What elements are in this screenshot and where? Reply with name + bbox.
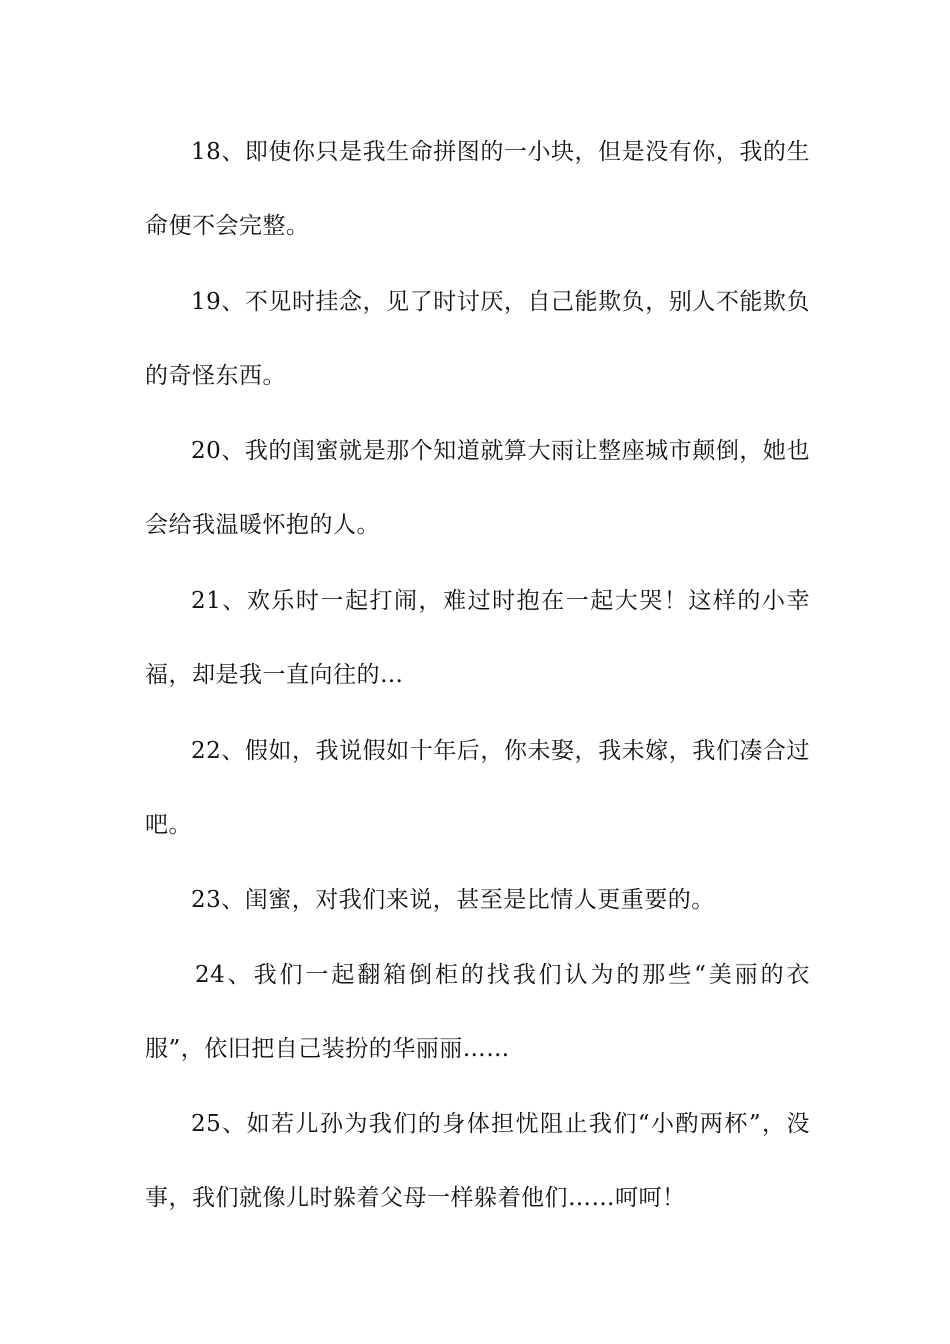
paragraph-24: 24、我们一起翻箱倒柜的找我们认为的那些“美丽的衣服”，依旧把自己装扮的华丽丽……: [145, 962, 810, 1062]
paragraph-25: 25、如若儿孙为我们的身体担忧阻止我们“小酌两杯”，没事，我们就像儿时躲着父母一样躲着他们……呵呵！: [145, 1111, 810, 1211]
paragraph-21: 21、欢乐时一起打闹，难过时抱在一起大哭！这样的小幸福，却是我一直向往的…: [145, 588, 810, 688]
paragraph-19: 19、不见时挂念，见了时讨厌，自己能欺负，别人不能欺负的奇怪东西。: [145, 289, 810, 389]
paragraph-18: 18、即使你只是我生命拼图的一小块，但是没有你，我的生命便不会完整。: [145, 139, 810, 239]
paragraph-20: 20、我的闺蜜就是那个知道就算大雨让整座城市颠倒，她也会给我温暖怀抱的人。: [145, 438, 810, 538]
paragraph-22: 22、假如，我说假如十年后，你未娶，我未嫁，我们凑合过吧。: [145, 738, 810, 838]
paragraph-23: 23、闺蜜，对我们来说，甚至是比情人更重要的。: [191, 887, 715, 913]
